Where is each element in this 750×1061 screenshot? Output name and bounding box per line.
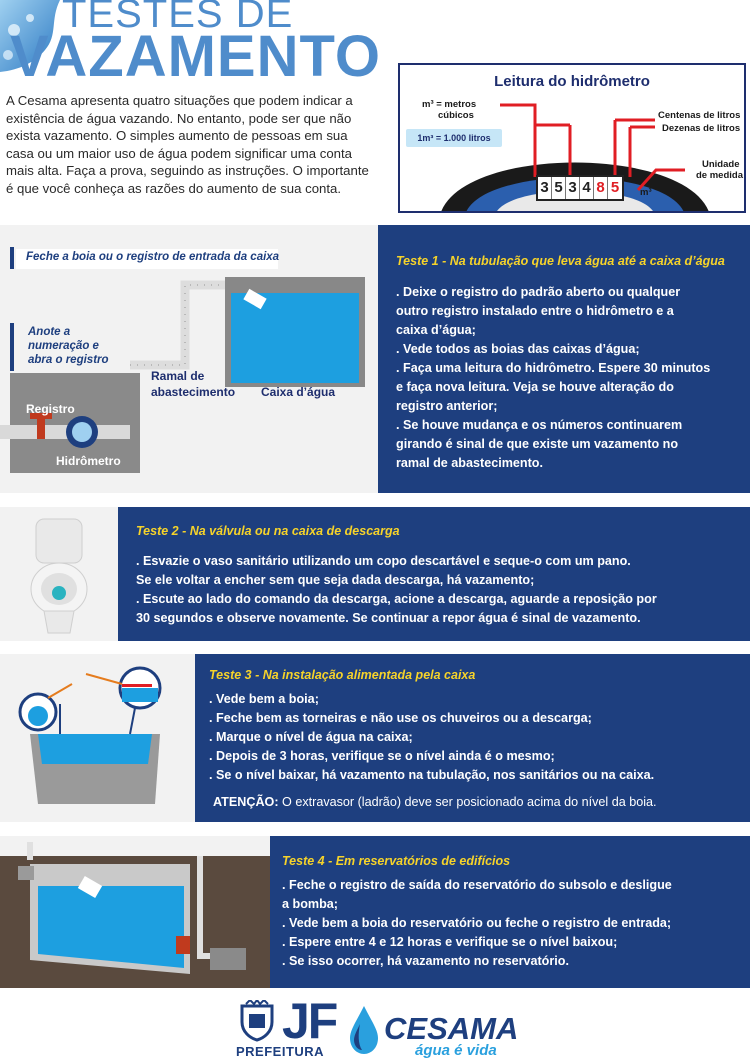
cesama-logo-text: CESAMA bbox=[384, 1011, 519, 1046]
test1-tag-top: Feche a boia ou o registro de entrada da caixa bbox=[26, 251, 280, 263]
test3-title: Teste 3 - Na instalação alimentada pela caixa bbox=[209, 668, 476, 682]
text-line: . Depois de 3 horas, verifique se o nível ainda é o mesmo; bbox=[209, 749, 555, 763]
digit: 3 bbox=[538, 177, 552, 199]
attention-note bbox=[213, 793, 657, 812]
ramal-label-1: Ramal de bbox=[151, 369, 205, 383]
text-line: . Deixe o registro do padrão aberto ou qualquer bbox=[396, 285, 681, 299]
city-coat-of-arms-logo bbox=[236, 1000, 278, 1042]
text-line: Se ele voltar a encher sem que seja dada descarga, há vazamento; bbox=[136, 573, 535, 587]
digit-red: 5 bbox=[610, 179, 620, 196]
text-line: . Marque o nível de água na caixa; bbox=[209, 730, 413, 744]
digit: 4 bbox=[580, 177, 594, 199]
text-line: . Se isso ocorrer, há vazamento no reservatório. bbox=[282, 954, 569, 968]
digit-red: 8 bbox=[594, 177, 608, 199]
text-line: . Faça uma leitura do hidrômetro. Espere 30 minutos bbox=[396, 361, 711, 375]
test1-panel bbox=[378, 225, 750, 493]
text-line: . Feche bem as torneiras e não use os chuveiros ou a descarga; bbox=[209, 711, 592, 725]
text-line: 30 segundos e observe novamente. Se continuar a repor água é sinal de vazamento. bbox=[136, 611, 641, 625]
centenas-label: Centenas de litros bbox=[658, 110, 741, 121]
attention-label: ATENÇÃO: bbox=[213, 795, 279, 809]
text-line: . Se o nível baixar, há vazamento na tubulação, nos sanitários ou na caixa. bbox=[209, 768, 655, 782]
unidade-label-line1: Unidade bbox=[702, 159, 740, 170]
digit: 5 bbox=[552, 177, 566, 199]
page-title-line1: TESTES DE bbox=[62, 0, 294, 36]
building-reservoir-illustration bbox=[0, 836, 280, 988]
text-line: . Esvazie o vaso sanitário utilizando um copo descartável e seque-o com um pano. bbox=[136, 554, 631, 568]
test4-title: Teste 4 - Em reservatórios de edifícios bbox=[282, 854, 511, 868]
test2-text bbox=[136, 552, 657, 628]
text-line: . Vede todos as boias das caixas d’água; bbox=[396, 342, 640, 356]
test4-text bbox=[282, 876, 672, 971]
text-line: . Espere entre 4 e 12 horas e verifique se o nível baixou; bbox=[282, 935, 618, 949]
text-line: ramal de abastecimento. bbox=[396, 456, 543, 470]
test3-panel bbox=[195, 654, 750, 822]
test1-tag-left-3: abra o registro bbox=[28, 354, 109, 366]
m3-unit: m³ bbox=[640, 187, 652, 198]
caixa-label: Caixa d’água bbox=[261, 385, 336, 399]
text-line: . Feche o registro de saída do reservatório do subsolo e desligue bbox=[282, 878, 672, 892]
test2-panel bbox=[118, 507, 750, 641]
jf-logo-text: JF bbox=[282, 993, 337, 1049]
water-tank-illustration bbox=[0, 654, 195, 822]
attention-text: O extravasor (ladrão) deve ser posicionado acima do nível da boia. bbox=[278, 795, 657, 809]
text-line: . Vede bem a boia; bbox=[209, 692, 319, 706]
intro-paragraph: A Cesama apresenta quatro situações que podem indicar a existência de água vazando. No entanto, pode ser que não exista vazamento. O simples aumento de pessoas em sua casa ou um maior uso de água podem significar uma conta mais alta. Faça a prova, seguindo as instruções. O importante é que você conheça as razões do aumento de sua conta. bbox=[6, 93, 369, 196]
hidrometro-label: Hidrômetro bbox=[56, 454, 121, 468]
prefeitura-text: PREFEITURA bbox=[236, 1044, 325, 1059]
test1-tag-left-1: Anote a bbox=[28, 326, 71, 338]
test1-title: Teste 1 - Na tubulação que leva água até a caixa d’água bbox=[396, 254, 725, 268]
test1-tag-left-2: numeração e bbox=[28, 340, 99, 352]
text-line: outro registro instalado entre o hidrômetro e a bbox=[396, 304, 674, 318]
m3-label-line2: cúbicos bbox=[438, 110, 474, 121]
text-line: . Escute ao lado do comando da descarga, acione a descarga, aguarde a reposição por bbox=[136, 592, 657, 606]
text-line: caixa d’água; bbox=[396, 323, 476, 337]
meter-digits bbox=[536, 175, 624, 201]
toilet-icon bbox=[0, 507, 118, 641]
page-title-line2: VAZAMENTO bbox=[10, 24, 381, 89]
test2-title: Teste 2 - Na válvula ou na caixa de descarga bbox=[136, 524, 400, 538]
unidade-label-line2: de medida bbox=[696, 170, 743, 181]
text-line: registro anterior; bbox=[396, 399, 498, 413]
meter-reading-diagram bbox=[398, 63, 746, 213]
cesama-slogan: água é vida bbox=[415, 1042, 497, 1059]
ramal-label-2: abastecimento bbox=[151, 385, 236, 399]
text-line: girando é sinal de que existe um vazamento no bbox=[396, 437, 679, 451]
text-line: a bomba; bbox=[282, 897, 338, 911]
dezenas-label: Dezenas de litros bbox=[662, 123, 741, 134]
test3-text bbox=[209, 690, 654, 785]
text-line: . Vede bem a boia do reservatório ou feche o registro de entrada; bbox=[282, 916, 672, 930]
test4-panel bbox=[270, 836, 750, 988]
test1-text bbox=[396, 283, 710, 473]
text-line: e faça nova leitura. Veja se houve alteração do bbox=[396, 380, 674, 394]
m3-label-line1: m³ = metros bbox=[422, 99, 477, 110]
meter-title: Leitura do hidrômetro bbox=[494, 73, 650, 90]
text-line: . Se houve mudança e os números continuarem bbox=[396, 418, 683, 432]
digit: 3 bbox=[566, 177, 580, 199]
registro-label: Registro bbox=[26, 402, 75, 416]
liters-equivalence-box: 1m³ = 1.000 litros bbox=[406, 129, 502, 147]
cesama-drop-logo bbox=[346, 1006, 382, 1056]
